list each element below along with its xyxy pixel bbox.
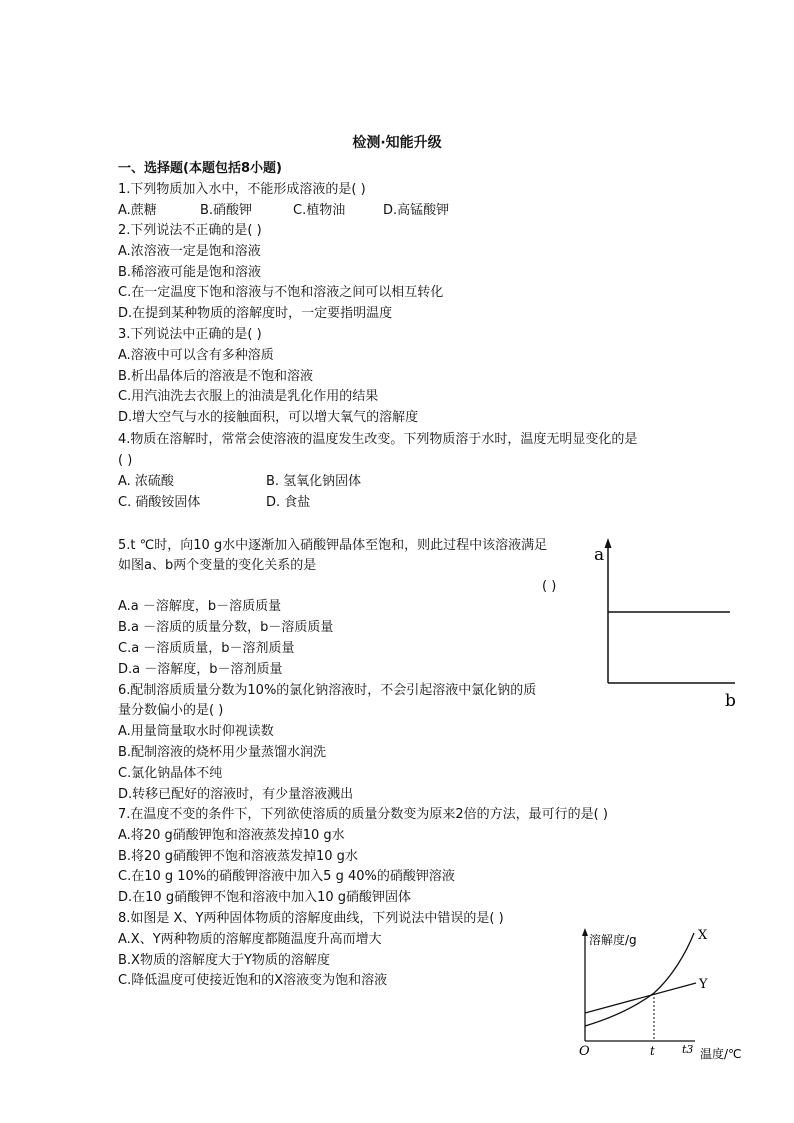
- option-c: C.氯化钠晶体不纯: [118, 766, 223, 781]
- option-d: D.a －溶解度，b－溶剂质量: [118, 662, 283, 677]
- question-5-stem-line2: 如图a、b两个变量的变化关系的是: [118, 558, 317, 573]
- solubility-curve-graph: [570, 925, 750, 1065]
- t3-label: t3: [682, 1043, 694, 1056]
- option-c: C.植物油: [293, 203, 346, 218]
- option-a: A.将20 g硝酸钾饱和溶液蒸发掉10 g水: [118, 828, 345, 843]
- question-4-options-row1: [118, 473, 361, 491]
- option-b: B.a －溶质的质量分数，b－溶质质量: [118, 620, 334, 635]
- option-a: A.蔗糖: [118, 203, 157, 218]
- option-b: B.析出晶体后的溶液是不饱和溶液: [118, 369, 314, 384]
- option-d: D.转移已配好的溶液时，有少量溶液溅出: [118, 787, 354, 802]
- question-1-options: [118, 202, 449, 220]
- curve-x-label: X: [698, 928, 708, 943]
- question-4-stem: 4.物质在溶解时，常常会使溶液的温度发生改变。下列物质溶于水时，温度无明显变化的是: [118, 432, 638, 447]
- x-axis-label: b: [725, 691, 736, 711]
- option-a: A.溶液中可以含有多种溶质: [118, 348, 274, 363]
- question-7-stem: 7.在温度不变的条件下，下列欲使溶质的质量分数变为原来2倍的方法，最可行的是( ): [118, 807, 608, 822]
- question-5-graph: [585, 535, 745, 715]
- option-a: A.浓溶液一定是饱和溶液: [118, 244, 261, 259]
- option-d: D.在10 g硝酸钾不饱和溶液中加入10 g硝酸钾固体: [118, 890, 411, 905]
- option-a: A. 浓硫酸: [118, 474, 174, 489]
- question-1-stem: 1.下列物质加入水中，不能形成溶液的是( ): [118, 182, 366, 197]
- option-b: B.X物质的溶解度大于Y物质的溶解度: [118, 953, 330, 968]
- option-b: B.将20 g硝酸钾不饱和溶液蒸发掉10 g水: [118, 849, 358, 864]
- y-axis-label: 溶解度/g: [589, 933, 637, 947]
- curve-y: [585, 983, 696, 1013]
- y-axis-arrow: [605, 538, 612, 548]
- option-b: B.稀溶液可能是饱和溶液: [118, 265, 262, 280]
- option-c: C.a －溶质质量，b－溶剂质量: [118, 641, 295, 656]
- section-heading: 一、选择题(本题包括8小题): [118, 161, 282, 176]
- option-d: D.在提到某种物质的溶解度时，一定要指明温度: [118, 306, 393, 321]
- option-d: D.高锰酸钾: [383, 203, 450, 218]
- question-5-stem-line1: 5.t ℃时，向10 g水中逐渐加入硝酸钾晶体至饱和，则此过程中该溶液满足: [118, 538, 548, 553]
- question-2-stem: 2.下列说法不正确的是( ): [118, 223, 262, 238]
- x-axis-label: 温度/℃: [700, 1047, 742, 1061]
- question-5-paren: ( ): [542, 579, 557, 594]
- question-4-options-row2: [118, 494, 310, 512]
- question-6-stem-line1: 6.配制溶质质量分数为10%的氯化钠溶液时，不会引起溶液中氯化钠的质: [118, 683, 537, 698]
- option-c: C.在一定温度下饱和溶液与不饱和溶液之间可以相互转化: [118, 285, 444, 300]
- option-b: B. 氢氧化钠固体: [266, 474, 362, 489]
- question-6-stem-line2: 量分数偏小的是( ): [118, 703, 224, 718]
- option-c: C. 硝酸铵固体: [118, 495, 201, 510]
- option-c: C.降低温度可使接近饱和的X溶液变为饱和溶液: [118, 973, 388, 988]
- option-c: C.用汽油洗去衣服上的油渍是乳化作用的结果: [118, 389, 379, 404]
- option-c: C.在10 g 10%的硝酸钾溶液中加入5 g 40%的硝酸钾溶液: [118, 869, 455, 884]
- question-4-paren: ( ): [118, 453, 133, 468]
- t-label: t: [650, 1044, 655, 1058]
- option-a: A.用量筒量取水时仰视读数: [118, 724, 274, 739]
- option-a: A.a －溶解度，b－溶质质量: [118, 599, 282, 614]
- page-title: 检测·知能升级: [352, 135, 442, 151]
- option-d: D. 食盐: [266, 495, 311, 510]
- origin-label: O: [579, 1044, 590, 1059]
- curve-y-label: Y: [699, 977, 708, 992]
- option-a: A.X、Y两种物质的溶解度都随温度升高而增大: [118, 932, 382, 947]
- option-b: B.配制溶液的烧杯用少量蒸馏水润洗: [118, 745, 327, 760]
- y-axis-arrow: [582, 928, 588, 936]
- y-axis-label: a: [594, 545, 605, 565]
- option-d: D.增大空气与水的接触面积，可以增大氧气的溶解度: [118, 410, 419, 425]
- question-8-stem: 8.如图是 X、Y两种固体物质的溶解度曲线，下列说法中错误的是( ): [118, 911, 504, 926]
- question-3-stem: 3.下列说法中正确的是( ): [118, 327, 262, 342]
- option-b: B.硝酸钾: [200, 203, 253, 218]
